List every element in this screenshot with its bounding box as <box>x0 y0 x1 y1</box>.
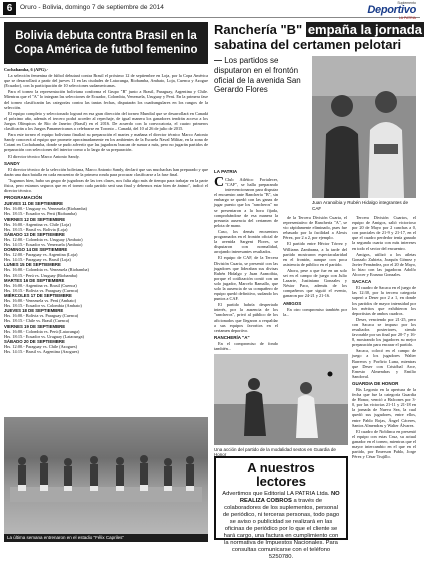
left-para: El equipo completo y seleccionado logrará en esa gran dirección del torneo Mundial que se desarrollará en Canadá el próximo año, además el tercero podrá acceder al repechaje, de igual manera los ganadores tendrán acceso a los Juegos Olímpicos de Río de Janeiro (Brasil) en el 2016. De acuerdo con la convocatoria, el cuatro primeros clasificarán a los Juegos Panamericanos a celebrarse en Toronto – Canadá, del 10 al 26 de julio de 2015. <box>4 110 208 132</box>
right-headline-pre: Ranchería "B" <box>214 22 306 37</box>
schedule-line: Hrs. 18:15.- Brasil vs. Bolivia (Loja) <box>4 226 68 232</box>
source-label: LA PATRIA <box>214 169 238 174</box>
right-para: Ahora, pese a que fue en un solo set en el campo de juego con Julio Lazarte, Justiniano Gonzales y Néstor Paco, además de los compañeros que siguió el evento, ganaron por 24-21 y 21-16. <box>283 267 347 299</box>
right-headline-line2: sabatina del certamen pelotari <box>214 37 402 52</box>
right-subhead: GUARDIA DE HONOR <box>352 380 399 386</box>
players-photo-caption: Juan Aranoibia y Rubén Hidalgo integrantes de CAF <box>312 200 409 211</box>
right-para: En el compromiso de fondo también... <box>214 340 278 351</box>
right-subhead: RANCHERÍA "A" <box>214 334 250 340</box>
right-para: El partido habría despertado interés, por la ausencia de los "rancheros", privó al público de los aficionados que llegaron a respaldar a sus equipos favoritos en el certamen deportivo. <box>214 302 278 333</box>
right-article <box>214 22 422 560</box>
schedule-line: Hrs. 16:00.- Bolivia vs. Paraguay (Cuenca) <box>4 313 79 319</box>
schedule-title: PROGRAMACIÓN <box>4 195 42 201</box>
right-subhead: AMIGOS <box>283 300 302 306</box>
training-photo <box>4 417 208 534</box>
schedule-line: LUNES 15 DE SEPTIEMBRE <box>4 262 61 268</box>
schedule-line: Hrs. 12:00.- Paraguay vs. Chile (Azogues) <box>4 343 78 349</box>
lead-box <box>214 56 306 166</box>
left-article-body <box>4 67 208 392</box>
right-para: Caso, los demás encuentros programados en el frontón oficial de la avenida Sargent Flores, se disputaron con normalidad, arrojando interesantes resultados. <box>214 228 278 255</box>
right-para: de la Tercera División Cuarta, el representativo de Ranchería "A", se vio rápidamente eliminado, pues fue rebasado por la facilidad a Alexis Pérez, por 2 a 2, por ejemplo. <box>283 215 347 241</box>
left-para: Para este torneo el equipo boliviano finalizó su preparación el martes y mañana el director técnico Marco Antonio Sandy conocerá al equipo que promete aproximadamente en los ambientes de la Escuela Naval Militar, en la zona de Cotani en Cochabamba, donde se pudo advertir que las jugadoras buscan de sumar a más, pero no jugarán partidos de preparación con selecciones del interior como a lo largo de su preparación. <box>4 132 208 153</box>
right-headline-line1 <box>214 22 422 37</box>
right-para: Sacaca, colocó en el campo de juego a los jugadores Walter Barreros y Porfirio Luna, mientras que Deser con Cristóbal Arce, Ernesto Almendras y Emilio Sandoval. <box>352 348 416 379</box>
schedule-line: Hrs. 14:15.- Ecuador vs. Venezuela (Ambato) <box>4 242 83 247</box>
right-body-col2 <box>283 215 347 352</box>
right-para: En otro compromiso también por la... <box>283 306 347 317</box>
schedule-line: SÁBADO 20 DE SEPTIEMBRE <box>4 338 65 344</box>
logo-main-text: Deportivo <box>367 4 416 16</box>
schedule-line: Hrs. 14:15.- Paraguay vs. Brasil (Loja) <box>4 257 71 263</box>
page-header <box>0 0 420 18</box>
lead-text: — Los partidos se disputaron en el frontón oficial de la avenida San Gerardo Flores <box>214 56 301 95</box>
supplement-logo <box>338 1 416 20</box>
right-para: El partido entre Héctor Tórrez y Williams Zambrana, a la tarde del partido mostraron espectacularidad en el frontón, aunque con poca asistencia de público en el partido. <box>283 241 347 267</box>
left-article <box>4 22 208 542</box>
left-para: El director técnico Marco Antonio Sandy. <box>8 153 80 159</box>
schedule-line: Hrs. 18:15.- Ecuador vs. Uruguay (Latacunga) <box>4 333 84 339</box>
match-photo <box>214 354 348 445</box>
players-photo <box>312 56 416 198</box>
left-subhead: SANDY <box>4 160 20 166</box>
left-para: El director técnico de la selección boliviana, Marco Antonio Sandy, declaró que sus muchachas han preparado y que darán una dura batalla en cada encuentro de la primera ronda para procurar clasificarse a la fase final. <box>4 166 208 177</box>
match-photo-caption: Una acción del partido de la modalidad sextos en Guardia de Honor <box>214 447 336 457</box>
schedule-line: Hrs. 14:15.- Brasil vs. Argentina (Azogues) <box>4 348 79 354</box>
readers-notice <box>214 456 348 560</box>
schedule-line: Hrs. 18:15.- Chile vs. Brasil (Cuenca) <box>4 318 70 324</box>
right-para: El cuadro de Sacaca en el juego de las 12:30, por la tercera categoría superó a Deser por 2 a 1, en donde los partidos de mayor intensidad por los méritos que exhibieron los deportistas de ambos cuadros. <box>352 285 416 316</box>
notice-body: Advertimos que Editorial LA PATRIA Ltda. NO REALIZA COBROS a través de colaboradores de los suplementos, personal de periódico, ni terceras personas, todo pago se aviso o publicidad se realizará en las oficinas de periódico por lo que el cliente se hará cargo, una factura en cumplimiento con la normativa de Impuestos Nacionales. Para consultas comunicarse con el teléfono 5250780. <box>222 491 340 560</box>
schedule-line: SÁBADO 13 DE SEPTIEMBRE <box>4 231 65 237</box>
notice-title: A nuestros lectores <box>247 460 315 489</box>
players-graphic <box>312 56 416 198</box>
schedule-line: Hrs. 12:00.- Paraguay vs. Argentina (Loja) <box>4 252 78 258</box>
schedule-line: JUEVES 18 DE SEPTIEMBRE <box>4 308 64 314</box>
right-para: Deser, venciendo por 21-25, pero con Sacaca se impuso por los resultados posteriores, siendo favorable por un final por 20-7 y 16-8, mostrando los jugadores su mejor preparación para encarar el partido. <box>352 316 416 348</box>
schedule-line: Hrs. 16:00.- Argentina vs. Brasil (Cuenca) <box>4 282 77 288</box>
schedule-line: Hrs. 16:00.- Argentina vs. Chile (Loja) <box>4 221 71 227</box>
schedule-line: VIERNES 19 DE SEPTIEMBRE <box>4 323 66 329</box>
training-photo-caption: La última semana entrenaron en el estadio "Félix Capriles" <box>4 534 208 542</box>
schedule-line: Hrs. 18:15.- Perú vs. Uruguay (Riobamba) <box>4 272 78 278</box>
logo-top-text: Suplemento <box>397 1 416 5</box>
right-para: Tercera División Cuartos, el equipo de Amigos, salió victorioso por 20 de Mayo por 2 canchas a 0, con parciales de 21-9 y 21-17, en el que el cuadro perdedor tenía ganado la segunda cuarta con más intereses en todo el sector del encuentro. <box>352 215 416 251</box>
right-para: Amigos, utilizó a los atletas Gonzalo Zubieta, Joaquín Gómez y Javier Fernández, por el 20 de Mayo, lo hizo con las jugadoras Adolfo Alcocer y Erasmo Gonzales. <box>352 251 416 278</box>
schedule-line: VIERNES 12 DE SEPTIEMBRE <box>4 216 66 222</box>
schedule-list <box>4 201 208 354</box>
schedule-line: Hrs. 12:00.- Colombia vs. Uruguay (Ambato) <box>4 236 83 242</box>
right-body-col3 <box>352 215 416 540</box>
match-graphic <box>214 354 348 445</box>
schedule-line: Hrs. 16:00.- Uruguay vs. Venezuela (Riobamba) <box>4 206 87 212</box>
schedule-line: JUEVES 11 DE SEPTIEMBRE <box>4 201 63 207</box>
left-para: "Jugamos bien, hubo un grupo de jugadoras de las tres clases, nos falta algo más de tiempo para trabajar en la parte física, pero estamos seguros que en el torneo cada partido será una final y debemos estar bien de ánimo", indicó el director técnico. <box>4 177 208 194</box>
schedule-line: Hrs. 16:00.- Colombia vs. Perú (Latacunga) <box>4 328 80 334</box>
schedule-line: MIÉRCOLES 17 DE SEPTIEMBRE <box>4 292 72 298</box>
right-para: C Club Atlético Fortalecer, "CAF", se halla preparando intervencionaron para disputar el encuentro ante Ranchería "B", sin embargo se quedó con las ganas de jugar puesto que los "rancheros" no se presentaron a la hora fijada, comprobándose de esa manera la presunta ausencia del certamen de pelota de mano. <box>214 175 278 228</box>
training-players-graphic <box>10 447 202 502</box>
left-para: Para el torneo la representación boliviana conforma el Grupo "B" junto a Brasil, Paraguay, Argentina y Chile. Mientras que el "A" lo integran las selecciones de Ecuador, Colombia, Venezuela, Uruguay y Perú. En la primera fase del torneo clasificarán las categorías contra las tantas fechas, disputarán los cuadrangulares en los rangos de la selección. <box>4 89 208 110</box>
schedule-line: Hrs. 18:15.- Ecuador vs. Perú (Riobamba) <box>4 211 77 217</box>
right-para: El cuadro de Noblinca en presentó el equipo con estas Cruz, su actual ganador en el torneo, mientras que el mayor intercambio en el que en el partido, por Emerson Pablo, Jorge Pérez y César Trujillo. <box>352 428 416 460</box>
left-para: Cochabamba, 6 (APG).- <box>4 67 49 72</box>
left-headline: Bolivia debuta contra Brasil en la Copa América de futbol femenino <box>4 22 208 64</box>
schedule-line: Hrs. 18:15.- Bolivia vs. Paraguay (Cuenca) <box>4 287 79 293</box>
right-para: El equipo de CAF, de la Tercera División Cuarta, se presentó con las jugadores que lideraban sus divisas Rubén Hidalgo y Juan Aranoibia, porque el cotilización contó con un solo jugador, Marcelo Ramallo, que solo la ausencia de su compañero de equipo quedó definitivo, sudando los puntos a CAF. <box>214 255 278 302</box>
schedule-line: DOMINGO 14 DE SEPTIEMBRE <box>4 247 68 253</box>
right-headline-highlight: empaña la jornada <box>307 22 422 37</box>
page-number: 6 <box>3 2 16 15</box>
schedule-line: Hrs. 18:15.- Ecuador vs. Colombia (Ambato) <box>4 303 82 309</box>
left-para: La selección femenina de fútbol debutará contra Brasil el próximo 12 de septiembre en Loja, por la Copa América que se desarrollará a partir del jueves 11 en las ciudades de Latacunga, Riobamba, Ambato, Loja, Cuenca y Azogue (Ecuador), con la participación de 10 selecciones sudamericanas. <box>4 73 208 89</box>
schedule-line: Hrs. 16:00.- Venezuela vs. Perú (Ambato) <box>4 298 76 304</box>
logo-bottom-text: LA PATRIA <box>398 16 416 20</box>
right-body-col1 <box>214 177 278 352</box>
right-para: Bis Legonio en la apertura de la fecha que fue la categoría Guardia de Honor, venció a Halcones por 3-0, por las victorias 21-11 y 21-18 en la jornada de Nueva Sea, la cual quedó sus jugadores, entre ellos, entre Pablo Rojas, Ángel Cáceres, Santos Almendras y Walter Álvarez. <box>352 387 416 428</box>
dateline: Oruro - Bolivia, domingo 7 de septiembre de 2014 <box>20 4 164 11</box>
schedule-line: MARTES 16 DE SEPTIEMBRE <box>4 277 65 283</box>
schedule-line: Hrs. 16:00.- Colombia vs. Venezuela (Riobamba) <box>4 267 89 273</box>
right-subhead: SACACA <box>352 279 372 285</box>
